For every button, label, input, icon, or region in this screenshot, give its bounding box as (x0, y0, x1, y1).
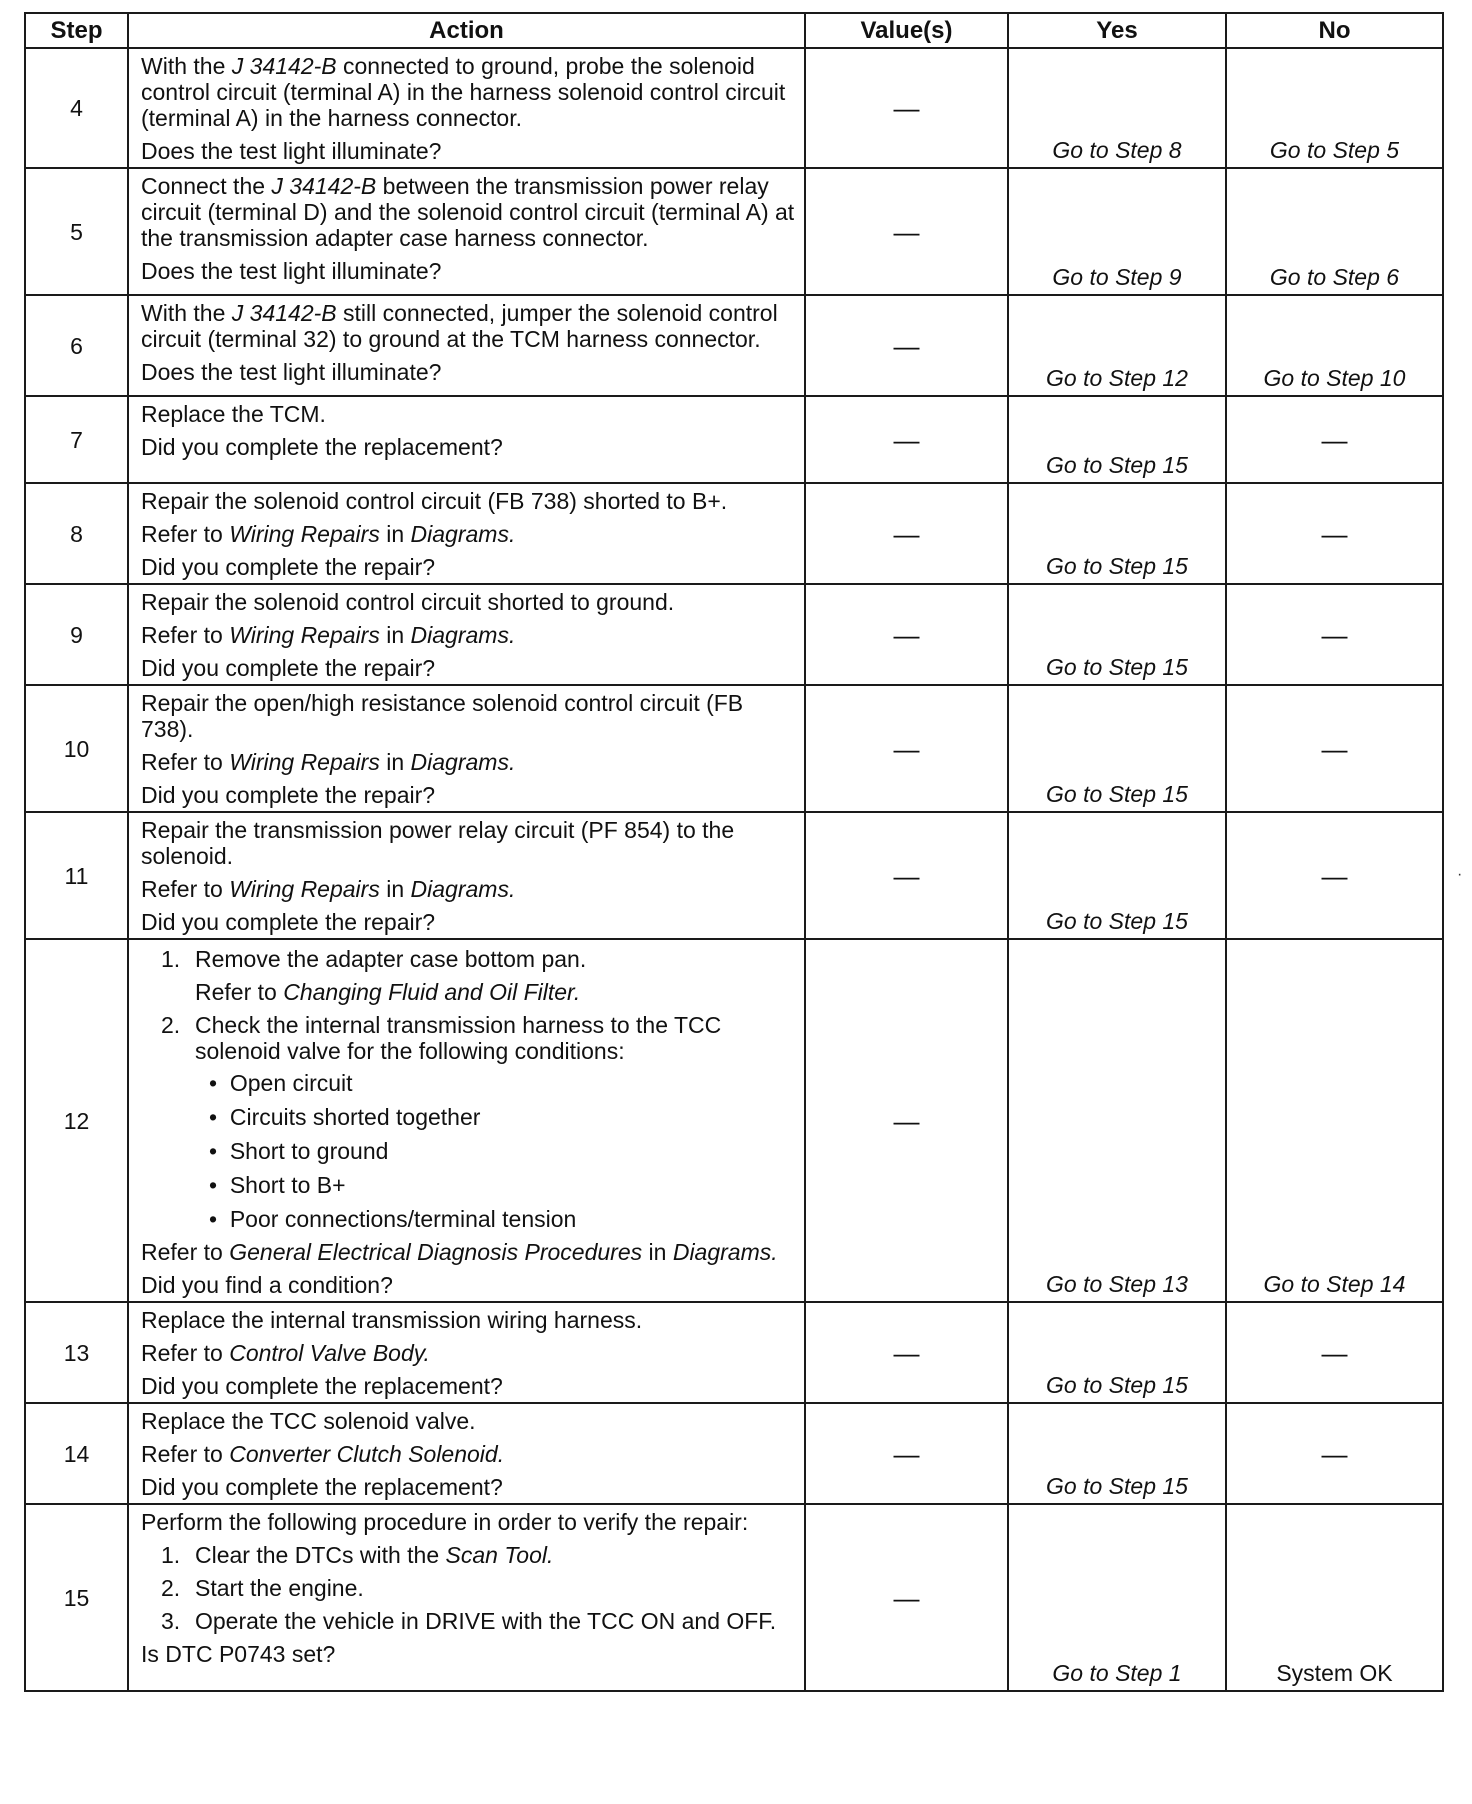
text-run: in (379, 749, 411, 775)
numbered-step (161, 946, 796, 972)
action-paragraph (141, 589, 796, 615)
bullet-dot: • (209, 1138, 230, 1164)
no-result: — (1226, 1302, 1443, 1403)
bullet-item (209, 1104, 796, 1130)
action-cell (128, 295, 805, 396)
text-run: Refer to (141, 876, 230, 902)
italic-reference: Diagrams. (672, 1239, 778, 1265)
text-run: Clear the DTCs with the (195, 1542, 446, 1568)
yes-result: Go to Step 15 (1008, 396, 1226, 483)
text-run: Repair the open/high resistance solenoid control circuit (FB 738). (141, 690, 744, 742)
value-cell: — (805, 584, 1008, 685)
table-row (25, 483, 1443, 584)
table-row (25, 1403, 1443, 1504)
action-paragraph (141, 909, 796, 935)
action-cell (128, 584, 805, 685)
text-run: Does the test light illuminate? (141, 359, 442, 385)
value-cell: — (805, 939, 1008, 1302)
text-run: Did you complete the replacement? (141, 434, 503, 460)
table-row (25, 685, 1443, 812)
text-run: Did you find a condition? (141, 1272, 393, 1298)
text-run: in (379, 622, 411, 648)
action-paragraph (141, 749, 796, 775)
yes-result: Go to Step 9 (1008, 168, 1226, 295)
step-number: 9 (25, 584, 128, 685)
no-result: — (1226, 685, 1443, 812)
yes-result: Go to Step 8 (1008, 48, 1226, 168)
text-run: With the (141, 53, 232, 79)
italic-reference: J 34142-B (271, 173, 377, 199)
text-run: With the (141, 300, 232, 326)
text-run: Short to ground (229, 1138, 389, 1164)
action-cell (128, 812, 805, 939)
value-cell: — (805, 48, 1008, 168)
text-run: in (379, 521, 411, 547)
yes-result: Go to Step 15 (1008, 812, 1226, 939)
action-paragraph (141, 622, 796, 648)
step-index: 3. (161, 1608, 181, 1634)
margin-mark: · (1457, 866, 1463, 883)
text-run: Remove the adapter case bottom pan. (195, 946, 587, 972)
text-run: Refer to (141, 521, 230, 547)
value-cell: — (805, 1504, 1008, 1691)
table-row (25, 396, 1443, 483)
header-step: Step (25, 13, 128, 48)
value-cell: — (805, 396, 1008, 483)
no-result: — (1226, 1403, 1443, 1504)
bullet-dot: • (209, 1070, 230, 1096)
table-row (25, 1504, 1443, 1691)
text-run: Does the test light illuminate? (141, 258, 442, 284)
no-result: — (1226, 483, 1443, 584)
action-paragraph (141, 1373, 796, 1399)
text-run: Repair the transmission power relay circuit (PF 854) to the solenoid. (141, 817, 735, 869)
text-run: in (379, 876, 411, 902)
text-run: Refer to (141, 749, 230, 775)
text-run: Start the engine. (195, 1575, 364, 1601)
table-row (25, 1302, 1443, 1403)
step-index: 1. (161, 946, 181, 972)
text-run: Refer to (141, 622, 230, 648)
yes-result: Go to Step 15 (1008, 483, 1226, 584)
table-row (25, 168, 1443, 295)
bullet-item (209, 1206, 796, 1232)
action-paragraph (141, 521, 796, 547)
no-result: Go to Step 6 (1226, 168, 1443, 295)
table-row (25, 939, 1443, 1302)
action-paragraph (141, 434, 796, 460)
step-number: 8 (25, 483, 128, 584)
action-cell (128, 483, 805, 584)
header-values: Value(s) (805, 13, 1008, 48)
value-cell: — (805, 168, 1008, 295)
action-paragraph (141, 554, 796, 580)
numbered-step (161, 1012, 796, 1064)
text-run: between the transmission power relay circuit (terminal D) and the solenoid control circuit (terminal A) at the transmission adapter case harness connector. (141, 173, 795, 251)
value-cell: — (805, 295, 1008, 396)
action-paragraph (141, 1474, 796, 1500)
action-paragraph (141, 401, 796, 427)
diagnostic-table (24, 12, 1444, 1692)
bullet-dot: • (209, 1206, 230, 1232)
text-run: Refer to (141, 1441, 230, 1467)
step-number: 7 (25, 396, 128, 483)
action-paragraph (141, 1441, 796, 1467)
text-run: Refer to (141, 1340, 230, 1366)
step-number: 15 (25, 1504, 128, 1691)
italic-reference: Diagrams. (410, 622, 516, 648)
value-cell: — (805, 483, 1008, 584)
action-paragraph (141, 1509, 796, 1535)
action-paragraph (141, 173, 796, 251)
italic-reference: Wiring Repairs (229, 622, 380, 648)
text-run: Poor connections/terminal tension (229, 1206, 577, 1232)
bullet-item (209, 1172, 796, 1198)
action-paragraph (141, 1239, 796, 1265)
italic-reference: Wiring Repairs (229, 876, 380, 902)
step-number: 14 (25, 1403, 128, 1504)
no-result: — (1226, 812, 1443, 939)
text-run: Did you complete the replacement? (141, 1373, 503, 1399)
header-action: Action (128, 13, 805, 48)
text-run: Refer to (195, 979, 284, 1005)
yes-result: Go to Step 12 (1008, 295, 1226, 396)
action-paragraph (141, 690, 796, 742)
text-run: Is DTC P0743 set? (141, 1641, 336, 1667)
text-run: Open circuit (229, 1070, 353, 1096)
action-cell (128, 48, 805, 168)
text-run: Connect the (141, 173, 272, 199)
italic-reference: Diagrams. (410, 521, 516, 547)
text-run: Refer to (141, 1239, 230, 1265)
table-row (25, 812, 1443, 939)
step-number: 12 (25, 939, 128, 1302)
no-result: Go to Step 5 (1226, 48, 1443, 168)
text-run: Does the test light illuminate? (141, 138, 442, 164)
text-run: Operate the vehicle in DRIVE with the TCC ON and OFF. (195, 1608, 777, 1634)
sub-note (195, 979, 796, 1005)
text-run: Repair the solenoid control circuit (FB 738) shorted to B+. (141, 488, 728, 514)
italic-reference: Scan Tool. (445, 1542, 554, 1568)
action-cell (128, 685, 805, 812)
action-paragraph (141, 782, 796, 808)
text-run: Replace the TCC solenoid valve. (141, 1408, 476, 1434)
italic-reference: General Electrical Diagnosis Procedures (229, 1239, 643, 1265)
yes-result: Go to Step 15 (1008, 584, 1226, 685)
table-row (25, 584, 1443, 685)
text-run: Did you complete the repair? (141, 782, 436, 808)
action-cell (128, 1302, 805, 1403)
action-cell (128, 168, 805, 295)
step-number: 4 (25, 48, 128, 168)
numbered-step (161, 1542, 796, 1568)
no-result: System OK (1226, 1504, 1443, 1691)
value-cell: — (805, 812, 1008, 939)
text-run: Short to B+ (229, 1172, 346, 1198)
italic-reference: J 34142-B (231, 53, 337, 79)
yes-result: Go to Step 1 (1008, 1504, 1226, 1691)
yes-result: Go to Step 15 (1008, 685, 1226, 812)
step-index: 2. (161, 1012, 181, 1038)
action-paragraph (141, 53, 796, 131)
text-run: Replace the internal transmission wiring harness. (141, 1307, 643, 1333)
table-body (25, 48, 1443, 1691)
italic-reference: J 34142-B (231, 300, 337, 326)
diagnostic-document (24, 12, 1442, 1692)
header-no: No (1226, 13, 1443, 48)
step-index: 2. (161, 1575, 181, 1601)
text-run: Circuits shorted together (229, 1104, 481, 1130)
text-run: connected to ground, probe the solenoid control circuit (terminal A) in the harness solenoid control circuit (terminal A) in the harness connector. (141, 53, 786, 131)
italic-reference: Control Valve Body. (229, 1340, 430, 1366)
bullet-dot: • (209, 1104, 230, 1130)
text-run: Did you complete the repair? (141, 655, 436, 681)
yes-result: Go to Step 15 (1008, 1403, 1226, 1504)
action-paragraph (141, 817, 796, 869)
bullet-dot: • (209, 1172, 230, 1198)
numbered-step (161, 1608, 796, 1634)
italic-reference: Converter Clutch Solenoid. (229, 1441, 505, 1467)
action-cell (128, 396, 805, 483)
italic-reference: Changing Fluid and Oil Filter. (283, 979, 581, 1005)
table-row (25, 48, 1443, 168)
action-paragraph (141, 1408, 796, 1434)
yes-result: Go to Step 15 (1008, 1302, 1226, 1403)
step-number: 10 (25, 685, 128, 812)
text-run: Repair the solenoid control circuit shorted to ground. (141, 589, 675, 615)
text-run: Perform the following procedure in order to verify the repair: (141, 1509, 749, 1535)
no-result: Go to Step 10 (1226, 295, 1443, 396)
value-cell: — (805, 1302, 1008, 1403)
action-paragraph (141, 138, 796, 164)
action-cell (128, 1403, 805, 1504)
step-number: 13 (25, 1302, 128, 1403)
header-yes: Yes (1008, 13, 1226, 48)
action-paragraph (141, 359, 796, 385)
action-paragraph (141, 1307, 796, 1333)
action-paragraph (141, 300, 796, 352)
italic-reference: Diagrams. (410, 749, 516, 775)
action-paragraph (141, 1340, 796, 1366)
action-paragraph (141, 488, 796, 514)
step-index: 1. (161, 1542, 181, 1568)
value-cell: — (805, 1403, 1008, 1504)
numbered-step (161, 1575, 796, 1601)
no-result: — (1226, 396, 1443, 483)
text-run: Replace the TCM. (141, 401, 326, 427)
text-run: in (642, 1239, 673, 1265)
value-cell: — (805, 685, 1008, 812)
action-paragraph (141, 876, 796, 902)
no-result: Go to Step 14 (1226, 939, 1443, 1302)
step-number: 11 (25, 812, 128, 939)
table-header-row (25, 13, 1443, 48)
action-paragraph (141, 258, 796, 284)
italic-reference: Wiring Repairs (229, 521, 380, 547)
action-paragraph (141, 1272, 796, 1298)
step-number: 6 (25, 295, 128, 396)
bullet-item (209, 1070, 796, 1096)
text-run: Did you complete the replacement? (141, 1474, 503, 1500)
text-run: still connected, jumper the solenoid control circuit (terminal 32) to ground at the TCM harness connector. (141, 300, 778, 352)
text-run: Did you complete the repair? (141, 554, 436, 580)
step-number: 5 (25, 168, 128, 295)
action-cell (128, 1504, 805, 1691)
action-paragraph (141, 1641, 796, 1667)
yes-result: Go to Step 13 (1008, 939, 1226, 1302)
action-cell (128, 939, 805, 1302)
table-row (25, 295, 1443, 396)
action-paragraph (141, 655, 796, 681)
italic-reference: Diagrams. (410, 876, 516, 902)
no-result: — (1226, 584, 1443, 685)
text-run: Did you complete the repair? (141, 909, 436, 935)
text-run: Check the internal transmission harness to the TCC solenoid valve for the following conditions: (195, 1012, 722, 1064)
italic-reference: Wiring Repairs (229, 749, 380, 775)
bullet-item (209, 1138, 796, 1164)
